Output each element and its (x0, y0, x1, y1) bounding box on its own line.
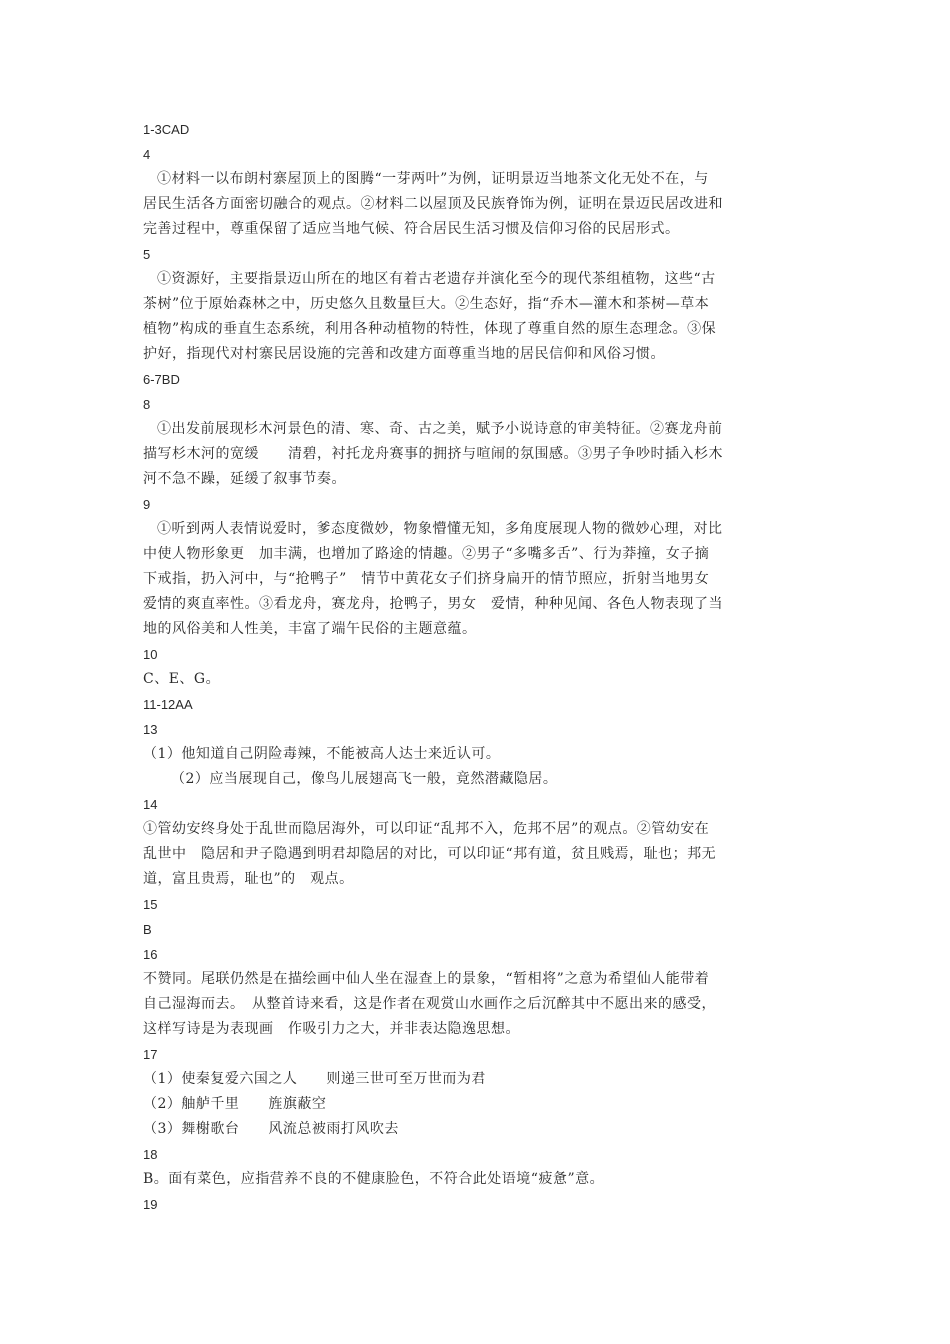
text-line: 这样写诗是为表现画 作吸引力之大，并非表达隐逸思想。 (143, 1021, 520, 1037)
answer-key (143, 117, 818, 1217)
text-line: 不赞同。尾联仍然是在描绘画中仙人坐在湿查上的景象，“暂相将”之意为希望仙人能带着 (143, 971, 710, 987)
text-line: B。面有菜色，应指营养不良的不健康脸色，不符合此处语境“疲惫”意。 (143, 1171, 605, 1187)
answer-paragraph (143, 417, 818, 492)
text-line: C、E、G。 (143, 671, 221, 687)
answer-paragraph (143, 1167, 818, 1192)
text-line: ①管幼安终身处于乱世而隐居海外，可以印证“乱邦不入，危邦不居”的观点。②管幼安在 (143, 821, 710, 837)
text-line: （2）舳舻千里 旌旗蔽空 (143, 1096, 327, 1112)
question-number: 9 (143, 497, 151, 512)
answer-paragraph (143, 817, 818, 892)
question-number: 14 (143, 797, 158, 812)
question-number: 17 (143, 1047, 158, 1062)
answer-paragraph (143, 267, 818, 367)
text-line: 护好，指现代对村寨民居设施的完善和改建方面尊重当地的居民信仰和风俗习惯。 (143, 346, 665, 362)
question-number: 13 (143, 722, 158, 737)
question-number: 8 (143, 397, 151, 412)
question-number: 1-3CAD (143, 122, 190, 137)
question-number: 18 (143, 1147, 158, 1162)
text-line: 自己湿海而去。 从整首诗来看，这是作者在观赏山水画作之后沉醉其中不愿出来的感受， (143, 996, 716, 1012)
text-line: 下戒指，扔入河中，与“抢鸭子” 情节中黄花女子们挤身扁开的情节照应，折射当地男女 (143, 571, 710, 587)
text-line: 植物”构成的垂直生态系统，利用各种动植物的特性，体现了尊重自然的原生态理念。③保 (143, 321, 717, 337)
answer-paragraph (143, 667, 818, 692)
text-line: 河不急不躁，延缓了叙事节奏。 (143, 471, 346, 487)
question-number: 15 (143, 897, 158, 912)
text-line: 地的风俗美和人性美，丰富了端午民俗的主题意蕴。 (143, 621, 477, 637)
text-line: 道，富且贵焉，耻也”的 观点。 (143, 871, 354, 887)
text-line: （3）舞榭歌台 风流总被雨打风吹去 (143, 1121, 399, 1137)
text-line: 茶树”位于原始森林之中，历史悠久且数量巨大。②生态好，指“乔木—灌木和茶树—草本 (143, 296, 710, 312)
text-line: ①出发前展现杉木河景色的清、寒、奇、古之美，赋予小说诗意的审美特征。②赛龙舟前 (157, 421, 723, 437)
text-line: （2）应当展现自己，像鸟儿展翅高飞一般，竟然潜藏隐居。 (171, 771, 558, 787)
question-number: 4 (143, 147, 151, 162)
answer-paragraph (143, 967, 818, 1042)
question-number: 19 (143, 1197, 158, 1212)
answer-paragraph (143, 517, 818, 642)
text-line: 完善过程中，尊重保留了适应当地气候、符合居民生活习惯及信仰习俗的民居形式。 (143, 221, 680, 237)
answer-paragraph (143, 1067, 818, 1142)
text-line: ①资源好，主要指景迈山所在的地区有着古老遗存并演化至今的现代茶组植物，这些“古 (157, 271, 716, 287)
text-line: ①听到两人表情说爱时，爹态度微妙，物象懵懂无知，多角度展现人物的微妙心理，对比 (157, 521, 723, 537)
text-line: 居民生活各方面密切融合的观点。②材料二以屋顶及民族脊饰为例，证明在景迈民居改进和 (143, 196, 723, 212)
question-number: 11-12AA (143, 697, 193, 712)
answer-paragraph (143, 167, 818, 242)
answer-paragraph (143, 742, 818, 792)
text-line: 描写杉木河的宽缓 清碧，衬托龙舟赛事的拥挤与喧闹的氛围感。③男子争吵时插入杉木 (143, 446, 723, 462)
question-number: 5 (143, 247, 151, 262)
text-line: 乱世中 隐居和尹子隐遇到明君却隐居的对比，可以印证“邦有道，贫且贱焉，耻也；邦无 (143, 846, 717, 862)
question-number: 6-7BD (143, 372, 180, 387)
question-number: 16 (143, 947, 158, 962)
text-line: ①材料一以布朗村寨屋顶上的图腾“一芽两叶”为例，证明景迈当地茶文化无处不在，与 (157, 171, 709, 187)
text-line: （1）使秦复爱六国之人 则递三世可至万世而为君 (143, 1071, 486, 1087)
answer-text: B (143, 922, 152, 937)
question-number: 10 (143, 647, 158, 662)
text-line: 爱情的爽直率性。③看龙舟，赛龙舟，抢鸭子，男女 爱情，种种见闻、各色人物表现了当 (143, 596, 723, 612)
text-line: 中使人物形象更 加丰满，也增加了路途的情趣。②男子“多嘴多舌”、行为莽撞，女子摘 (143, 546, 710, 562)
text-line: （1）他知道自己阴险毒辣，不能被高人达士来近认可。 (143, 746, 501, 762)
